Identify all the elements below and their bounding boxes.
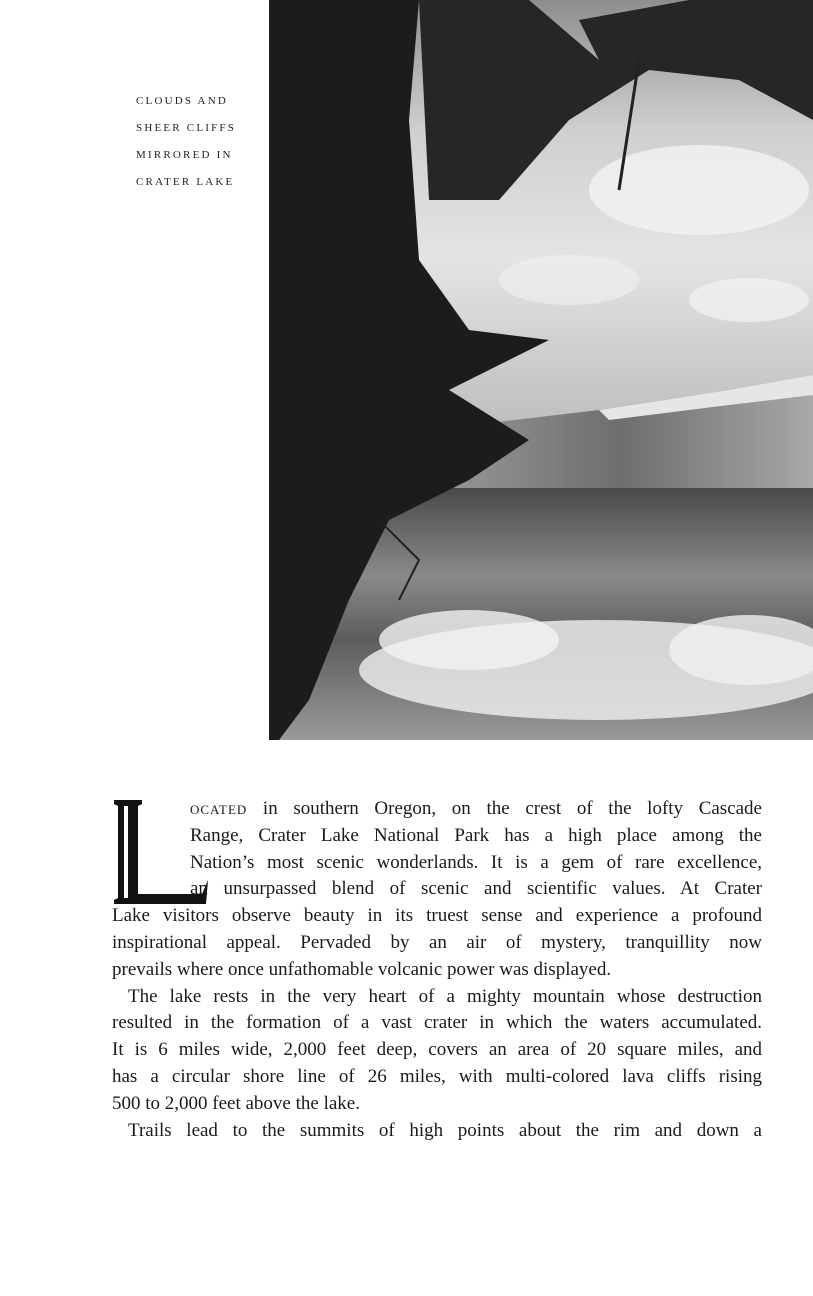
caption-line: CRATER LAKE <box>136 176 235 188</box>
text-line <box>112 796 762 823</box>
text-line: Trails lead to the summits of high points about the rim and down a <box>128 1119 762 1141</box>
text-span: in southern Oregon, on the crest of the lofty Cascade <box>247 798 762 819</box>
article-body <box>112 796 762 1144</box>
text-line: an unsurpassed blend of scenic and scientific values. At Crater <box>190 878 762 900</box>
text-line: Nation’s most scenic wonderlands. It is a gem of rare excellence, <box>190 851 762 873</box>
first-word-small-caps: ocated <box>190 798 248 819</box>
caption-line: CLOUDS AND <box>136 95 228 107</box>
text-line: prevails where once unfathomable volcanic power was displayed. <box>112 958 612 980</box>
text-line: 500 to 2,000 feet above the lake. <box>112 1092 360 1114</box>
photo-caption <box>136 88 236 196</box>
paragraph-2 <box>112 984 762 1118</box>
text-line: The lake rests in the very heart of a mighty mountain whose destruction <box>128 985 762 1007</box>
photo-crater-lake <box>269 0 813 740</box>
paragraph-3 <box>112 1118 762 1145</box>
caption-line: MIRRORED IN <box>136 149 233 161</box>
text-line: has a circular shore line of 26 miles, with multi-colored lava cliffs rising <box>112 1065 762 1087</box>
paragraph-1 <box>112 796 762 984</box>
text-line: Lake visitors observe beauty in its truest sense and experience a profound <box>112 905 762 927</box>
text-line: Range, Crater Lake National Park has a high place among the <box>190 824 762 846</box>
text-line: inspirational appeal. Pervaded by an air of mystery, tranquillity now <box>112 931 762 953</box>
text-line: resulted in the formation of a vast crater in which the waters accumulated. <box>112 1012 762 1034</box>
text-line: It is 6 miles wide, 2,000 feet deep, covers an area of 20 square miles, and <box>112 1039 762 1061</box>
caption-line: SHEER CLIFFS <box>136 122 237 134</box>
